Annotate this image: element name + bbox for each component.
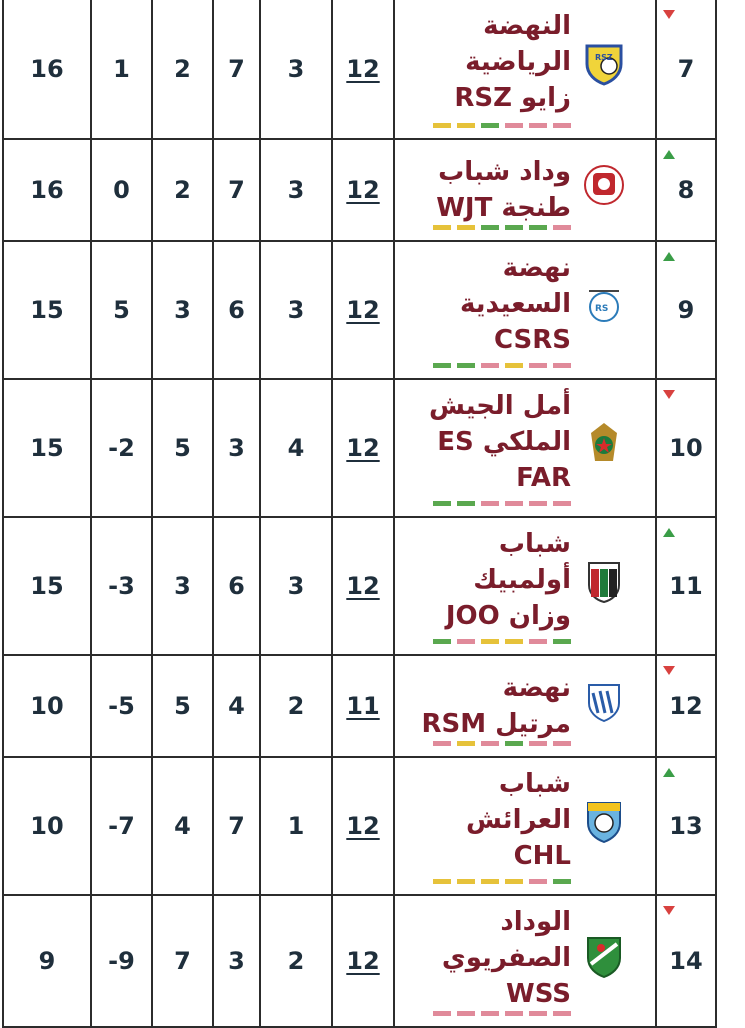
rank-value: 7	[677, 55, 695, 83]
drawn-cell: 4	[213, 655, 260, 757]
played-cell	[332, 241, 394, 379]
recent-form	[433, 123, 571, 128]
won-cell: 4	[260, 379, 332, 517]
rank-cell	[656, 379, 716, 517]
rank-cell	[656, 517, 716, 655]
drawn-cell: 7	[213, 757, 260, 895]
team-name[interactable]	[391, 766, 571, 874]
team-name-line: نهضة	[502, 673, 571, 703]
arrow-down-icon	[663, 906, 675, 915]
form-bar-w	[457, 501, 475, 506]
form-bar-d	[505, 363, 523, 368]
wss-crest-icon	[583, 934, 625, 978]
played-cell	[332, 895, 394, 1027]
goal-diff-cell: -7	[91, 757, 152, 895]
goal-diff-cell: -5	[91, 655, 152, 757]
team-name-line: CHL	[513, 841, 571, 871]
goal-diff-cell: 0	[91, 139, 152, 241]
form-bar-d	[505, 639, 523, 644]
rank-value: 8	[677, 176, 695, 204]
team-name-line: السعيدية	[460, 289, 571, 319]
rsz-crest-icon	[583, 42, 625, 86]
team-name-line: CSRS	[493, 325, 571, 355]
team-name-line: WSS	[506, 979, 571, 1009]
lost-cell: 3	[152, 517, 213, 655]
points-cell: 16	[3, 0, 91, 139]
team-name-line: أمل الجيش	[428, 391, 571, 421]
won-cell: 2	[260, 655, 332, 757]
form-bar-l	[553, 741, 571, 746]
points-cell: 15	[3, 379, 91, 517]
goal-diff-cell: 1	[91, 0, 152, 139]
played-value[interactable]: 12	[346, 55, 380, 83]
lost-cell: 7	[152, 895, 213, 1027]
team-name-line: الرياضية	[465, 47, 571, 77]
form-bar-w	[433, 501, 451, 506]
points-cell: 15	[3, 517, 91, 655]
drawn-cell: 6	[213, 517, 260, 655]
form-bar-l	[529, 741, 547, 746]
rank-cell	[656, 0, 716, 139]
rank-value: 11	[669, 572, 703, 600]
goal-diff-cell: -9	[91, 895, 152, 1027]
table-row[interactable]	[3, 0, 716, 139]
form-bar-w	[505, 225, 523, 230]
team-cell[interactable]	[394, 0, 656, 139]
rank-cell	[656, 895, 716, 1027]
table-row[interactable]	[3, 895, 716, 1027]
arrow-up-icon	[663, 150, 675, 159]
recent-form	[433, 879, 571, 884]
form-bar-w	[553, 879, 571, 884]
form-bar-d	[505, 879, 523, 884]
lost-cell: 5	[152, 379, 213, 517]
rank-cell	[656, 241, 716, 379]
form-bar-l	[481, 363, 499, 368]
form-bar-d	[433, 225, 451, 230]
team-cell[interactable]	[394, 379, 656, 517]
svg-text:RS: RS	[595, 304, 609, 314]
played-cell	[332, 379, 394, 517]
team-name-line: الملكي ES	[437, 427, 571, 457]
arrow-down-icon	[663, 10, 675, 19]
table-row[interactable]	[3, 655, 716, 757]
team-name[interactable]	[391, 388, 571, 496]
form-bar-l	[529, 1011, 547, 1016]
points-cell: 10	[3, 655, 91, 757]
played-value[interactable]: 12	[346, 812, 380, 840]
arrow-up-icon	[663, 252, 675, 261]
rank-value: 14	[669, 947, 703, 975]
drawn-cell: 3	[213, 895, 260, 1027]
form-bar-w	[529, 225, 547, 230]
arrow-down-icon	[663, 666, 675, 675]
recent-form	[433, 363, 571, 368]
form-bar-w	[553, 639, 571, 644]
form-bar-w	[457, 363, 475, 368]
team-name-line: نهضة	[502, 253, 571, 283]
won-cell: 2	[260, 895, 332, 1027]
arrow-up-icon	[663, 528, 675, 537]
goal-diff-cell: -2	[91, 379, 152, 517]
table-row[interactable]	[3, 139, 716, 241]
form-bar-w	[481, 225, 499, 230]
csrs-crest-icon	[583, 283, 625, 327]
team-name-line: زايو RSZ	[454, 83, 571, 113]
svg-text:RSZ: RSZ	[595, 53, 613, 62]
form-bar-l	[553, 225, 571, 230]
played-cell	[332, 0, 394, 139]
played-value[interactable]: 12	[346, 572, 380, 600]
team-name[interactable]	[391, 526, 571, 634]
played-value[interactable]: 12	[346, 296, 380, 324]
team-name-line: مرتيل RSM	[421, 709, 571, 739]
form-bar-d	[457, 879, 475, 884]
drawn-cell: 7	[213, 139, 260, 241]
played-cell	[332, 139, 394, 241]
form-bar-l	[433, 1011, 451, 1016]
arrow-up-icon	[663, 768, 675, 777]
team-name-line: شباب	[498, 529, 571, 559]
team-name[interactable]	[391, 154, 571, 226]
played-value[interactable]: 11	[346, 692, 380, 720]
table-row[interactable]	[3, 379, 716, 517]
team-name-line: وداد شباب	[438, 157, 571, 187]
form-bar-l	[481, 741, 499, 746]
played-value[interactable]: 12	[346, 434, 380, 462]
played-cell	[332, 655, 394, 757]
form-bar-l	[529, 639, 547, 644]
form-bar-d	[433, 123, 451, 128]
recent-form	[433, 639, 571, 644]
form-bar-l	[553, 123, 571, 128]
drawn-cell: 7	[213, 0, 260, 139]
won-cell: 3	[260, 0, 332, 139]
form-bar-d	[457, 123, 475, 128]
recent-form	[433, 501, 571, 506]
form-bar-l	[553, 501, 571, 506]
team-name[interactable]	[391, 670, 571, 742]
played-value[interactable]: 12	[346, 176, 380, 204]
form-bar-l	[457, 1011, 475, 1016]
rank-cell	[656, 757, 716, 895]
won-cell: 3	[260, 517, 332, 655]
played-cell	[332, 517, 394, 655]
team-cell[interactable]	[394, 517, 656, 655]
far-crest-icon	[583, 421, 625, 465]
lost-cell: 2	[152, 0, 213, 139]
lost-cell: 3	[152, 241, 213, 379]
form-bar-w	[505, 741, 523, 746]
form-bar-d	[457, 225, 475, 230]
chl-crest-icon	[583, 799, 625, 843]
team-name-line: الصفريوي	[441, 943, 571, 973]
form-bar-l	[433, 741, 451, 746]
team-cell[interactable]	[394, 655, 656, 757]
rank-value: 12	[669, 692, 703, 720]
goal-diff-cell: -3	[91, 517, 152, 655]
form-bar-l	[553, 363, 571, 368]
team-name-line: شباب	[498, 769, 571, 799]
arrow-down-icon	[663, 390, 675, 399]
rank-value: 10	[669, 434, 703, 462]
played-value[interactable]: 12	[346, 947, 380, 975]
rank-cell	[656, 139, 716, 241]
team-name-line: FAR	[516, 463, 571, 493]
team-cell[interactable]	[394, 757, 656, 895]
team-name[interactable]	[391, 250, 571, 358]
form-bar-l	[529, 501, 547, 506]
team-name-line: الوداد	[500, 907, 571, 937]
goal-diff-cell: 5	[91, 241, 152, 379]
played-cell	[332, 757, 394, 895]
lost-cell: 4	[152, 757, 213, 895]
form-bar-l	[505, 1011, 523, 1016]
table-row[interactable]	[3, 517, 716, 655]
points-cell: 9	[3, 895, 91, 1027]
team-cell[interactable]	[394, 241, 656, 379]
team-cell[interactable]	[394, 139, 656, 241]
team-name-line: العرائش	[466, 805, 571, 835]
form-bar-d	[457, 741, 475, 746]
won-cell: 3	[260, 139, 332, 241]
table-row[interactable]	[3, 241, 716, 379]
form-bar-l	[505, 123, 523, 128]
team-name-line: أولمبيك	[473, 565, 571, 595]
team-name-line: وزان JOO	[445, 601, 571, 631]
recent-form	[433, 741, 571, 746]
form-bar-l	[505, 501, 523, 506]
form-bar-l	[553, 1011, 571, 1016]
form-bar-w	[433, 363, 451, 368]
recent-form	[433, 225, 571, 230]
form-bar-d	[481, 639, 499, 644]
form-bar-w	[481, 123, 499, 128]
team-name-line: النهضة	[483, 11, 571, 41]
drawn-cell: 6	[213, 241, 260, 379]
form-bar-d	[433, 879, 451, 884]
won-cell: 1	[260, 757, 332, 895]
form-bar-l	[529, 363, 547, 368]
form-bar-l	[529, 879, 547, 884]
joo-crest-icon	[583, 559, 625, 603]
rank-cell	[656, 655, 716, 757]
form-bar-l	[529, 123, 547, 128]
form-bar-l	[481, 501, 499, 506]
form-bar-l	[481, 1011, 499, 1016]
team-name[interactable]	[391, 904, 571, 1012]
won-cell: 3	[260, 241, 332, 379]
points-cell: 16	[3, 139, 91, 241]
lost-cell: 2	[152, 139, 213, 241]
points-cell: 10	[3, 757, 91, 895]
rank-value: 9	[677, 296, 695, 324]
team-cell[interactable]	[394, 895, 656, 1027]
drawn-cell: 3	[213, 379, 260, 517]
team-name[interactable]	[391, 8, 571, 116]
wjt-crest-icon	[583, 163, 625, 207]
lost-cell: 5	[152, 655, 213, 757]
form-bar-w	[433, 639, 451, 644]
points-cell: 15	[3, 241, 91, 379]
form-bar-l	[457, 639, 475, 644]
recent-form	[433, 1011, 571, 1016]
rsm-crest-icon	[583, 679, 625, 723]
team-name-line: طنجة WJT	[436, 193, 571, 223]
rank-value: 13	[669, 812, 703, 840]
table-row[interactable]	[3, 757, 716, 895]
form-bar-d	[481, 879, 499, 884]
standings-table	[2, 0, 717, 1028]
